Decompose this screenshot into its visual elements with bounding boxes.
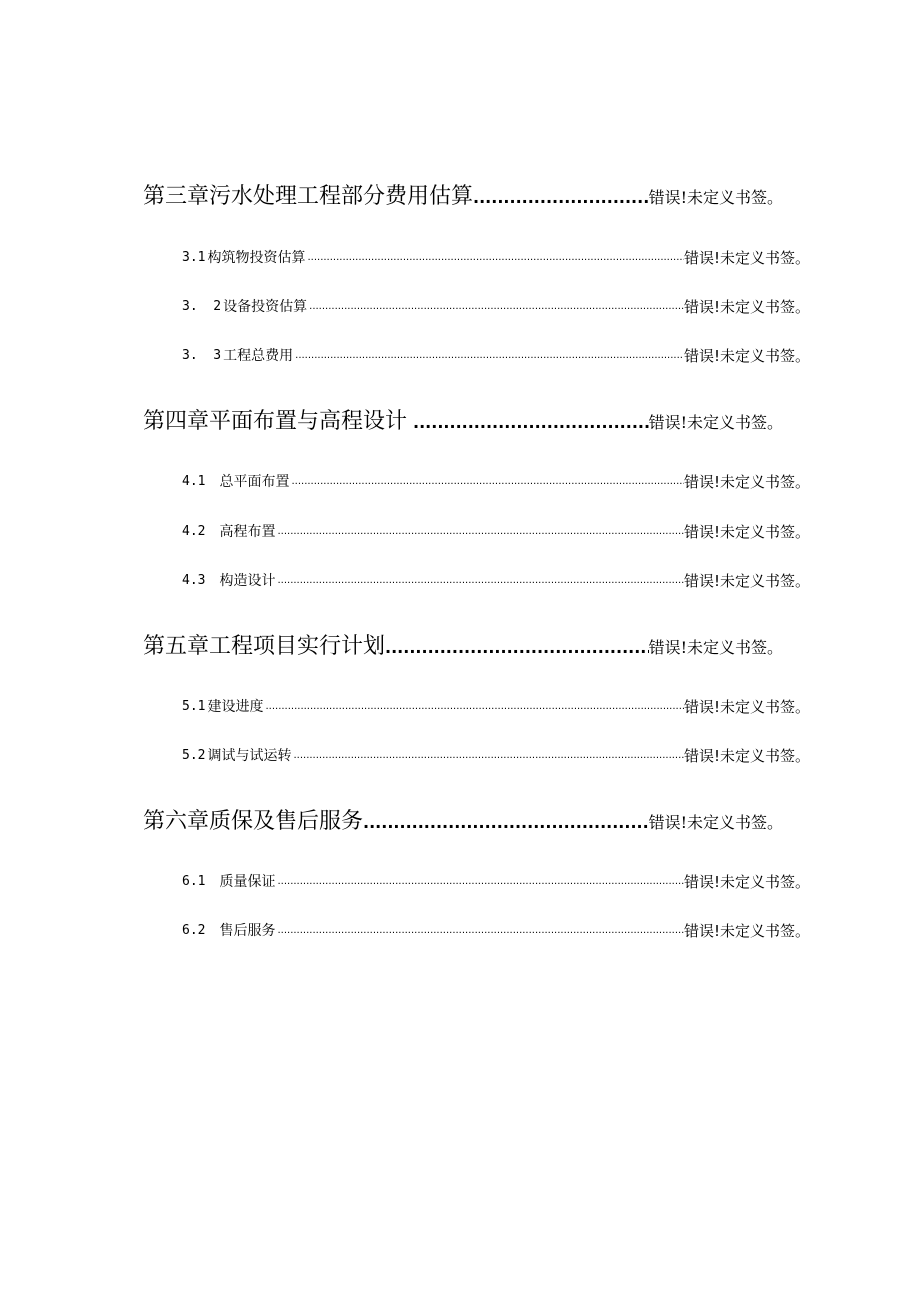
section-number: 3. 3 [182, 348, 222, 363]
toc-section-3-3[interactable] [182, 344, 810, 366]
section-page-ref: 错误!未定义书签。 [683, 922, 810, 940]
dot-leader [473, 188, 649, 208]
section-page-ref: 错误!未定义书签。 [683, 473, 810, 491]
section-title: 调试与试运转 [207, 748, 292, 764]
chapter-title: 第六章质保及售后服务 [143, 809, 364, 834]
section-page-ref: 错误!未定义书签。 [683, 523, 810, 541]
section-number: 5.2 [182, 748, 206, 763]
chapter-title: 第三章污水处理工程部分费用估算 [143, 184, 474, 209]
chapter-page-ref: 错误!未定义书签。 [648, 813, 783, 832]
section-title: 构造设计 [219, 573, 276, 589]
dot-leader [307, 299, 684, 315]
dot-leader [275, 874, 684, 890]
dot-leader [363, 813, 649, 833]
section-title: 构筑物投资估算 [207, 250, 306, 266]
section-number: 4.3 [182, 573, 206, 588]
dot-leader [293, 348, 684, 364]
section-number: 4.2 [182, 524, 206, 539]
section-title: 售后服务 [219, 923, 276, 939]
section-title: 工程总费用 [223, 348, 294, 364]
dot-leader [275, 923, 684, 939]
toc-section-4-1[interactable] [182, 470, 810, 492]
section-number: 3. 2 [182, 299, 222, 314]
toc-section-4-3[interactable] [182, 569, 810, 591]
toc-section-3-2[interactable] [182, 295, 810, 317]
section-number: 3.1 [182, 250, 206, 265]
toc-section-5-1[interactable] [182, 695, 810, 717]
chapter-title: 第四章平面布置与高程设计 [143, 409, 408, 434]
section-title: 高程布置 [219, 524, 276, 540]
toc-section-3-1[interactable] [182, 246, 810, 268]
section-title: 设备投资估算 [223, 299, 308, 315]
chapter-page-ref: 错误!未定义书签。 [648, 413, 783, 432]
dot-leader [263, 699, 684, 715]
toc-chapter-6[interactable] [143, 805, 783, 835]
section-title: 总平面布置 [219, 474, 290, 490]
toc-section-6-1[interactable] [182, 870, 810, 892]
dot-leader [289, 474, 684, 490]
toc-chapter-4[interactable] [143, 405, 783, 435]
toc-section-4-2[interactable] [182, 520, 810, 542]
toc-chapter-5[interactable] [143, 630, 783, 660]
chapter-page-ref: 错误!未定义书签。 [648, 188, 783, 207]
section-page-ref: 错误!未定义书签。 [683, 698, 810, 716]
section-page-ref: 错误!未定义书签。 [683, 747, 810, 765]
section-page-ref: 错误!未定义书签。 [683, 572, 810, 590]
dot-leader [291, 748, 684, 764]
toc-chapter-3[interactable] [143, 180, 783, 210]
section-number: 5.1 [182, 699, 206, 714]
chapter-title: 第五章工程项目实行计划 [143, 634, 386, 659]
dot-leader [385, 638, 649, 658]
chapter-page-ref: 错误!未定义书签。 [648, 638, 783, 657]
section-page-ref: 错误!未定义书签。 [683, 347, 810, 365]
dot-leader [413, 413, 649, 433]
section-number: 6.2 [182, 923, 206, 938]
section-title: 建设进度 [207, 699, 264, 715]
dot-leader [305, 250, 684, 266]
section-page-ref: 错误!未定义书签。 [683, 249, 810, 267]
section-title: 质量保证 [219, 874, 276, 890]
section-number: 6.1 [182, 874, 206, 889]
dot-leader [275, 573, 684, 589]
dot-leader [275, 524, 684, 540]
toc-section-6-2[interactable] [182, 919, 810, 941]
toc-section-5-2[interactable] [182, 744, 810, 766]
section-page-ref: 错误!未定义书签。 [683, 873, 810, 891]
section-number: 4.1 [182, 474, 206, 489]
section-page-ref: 错误!未定义书签。 [683, 298, 810, 316]
